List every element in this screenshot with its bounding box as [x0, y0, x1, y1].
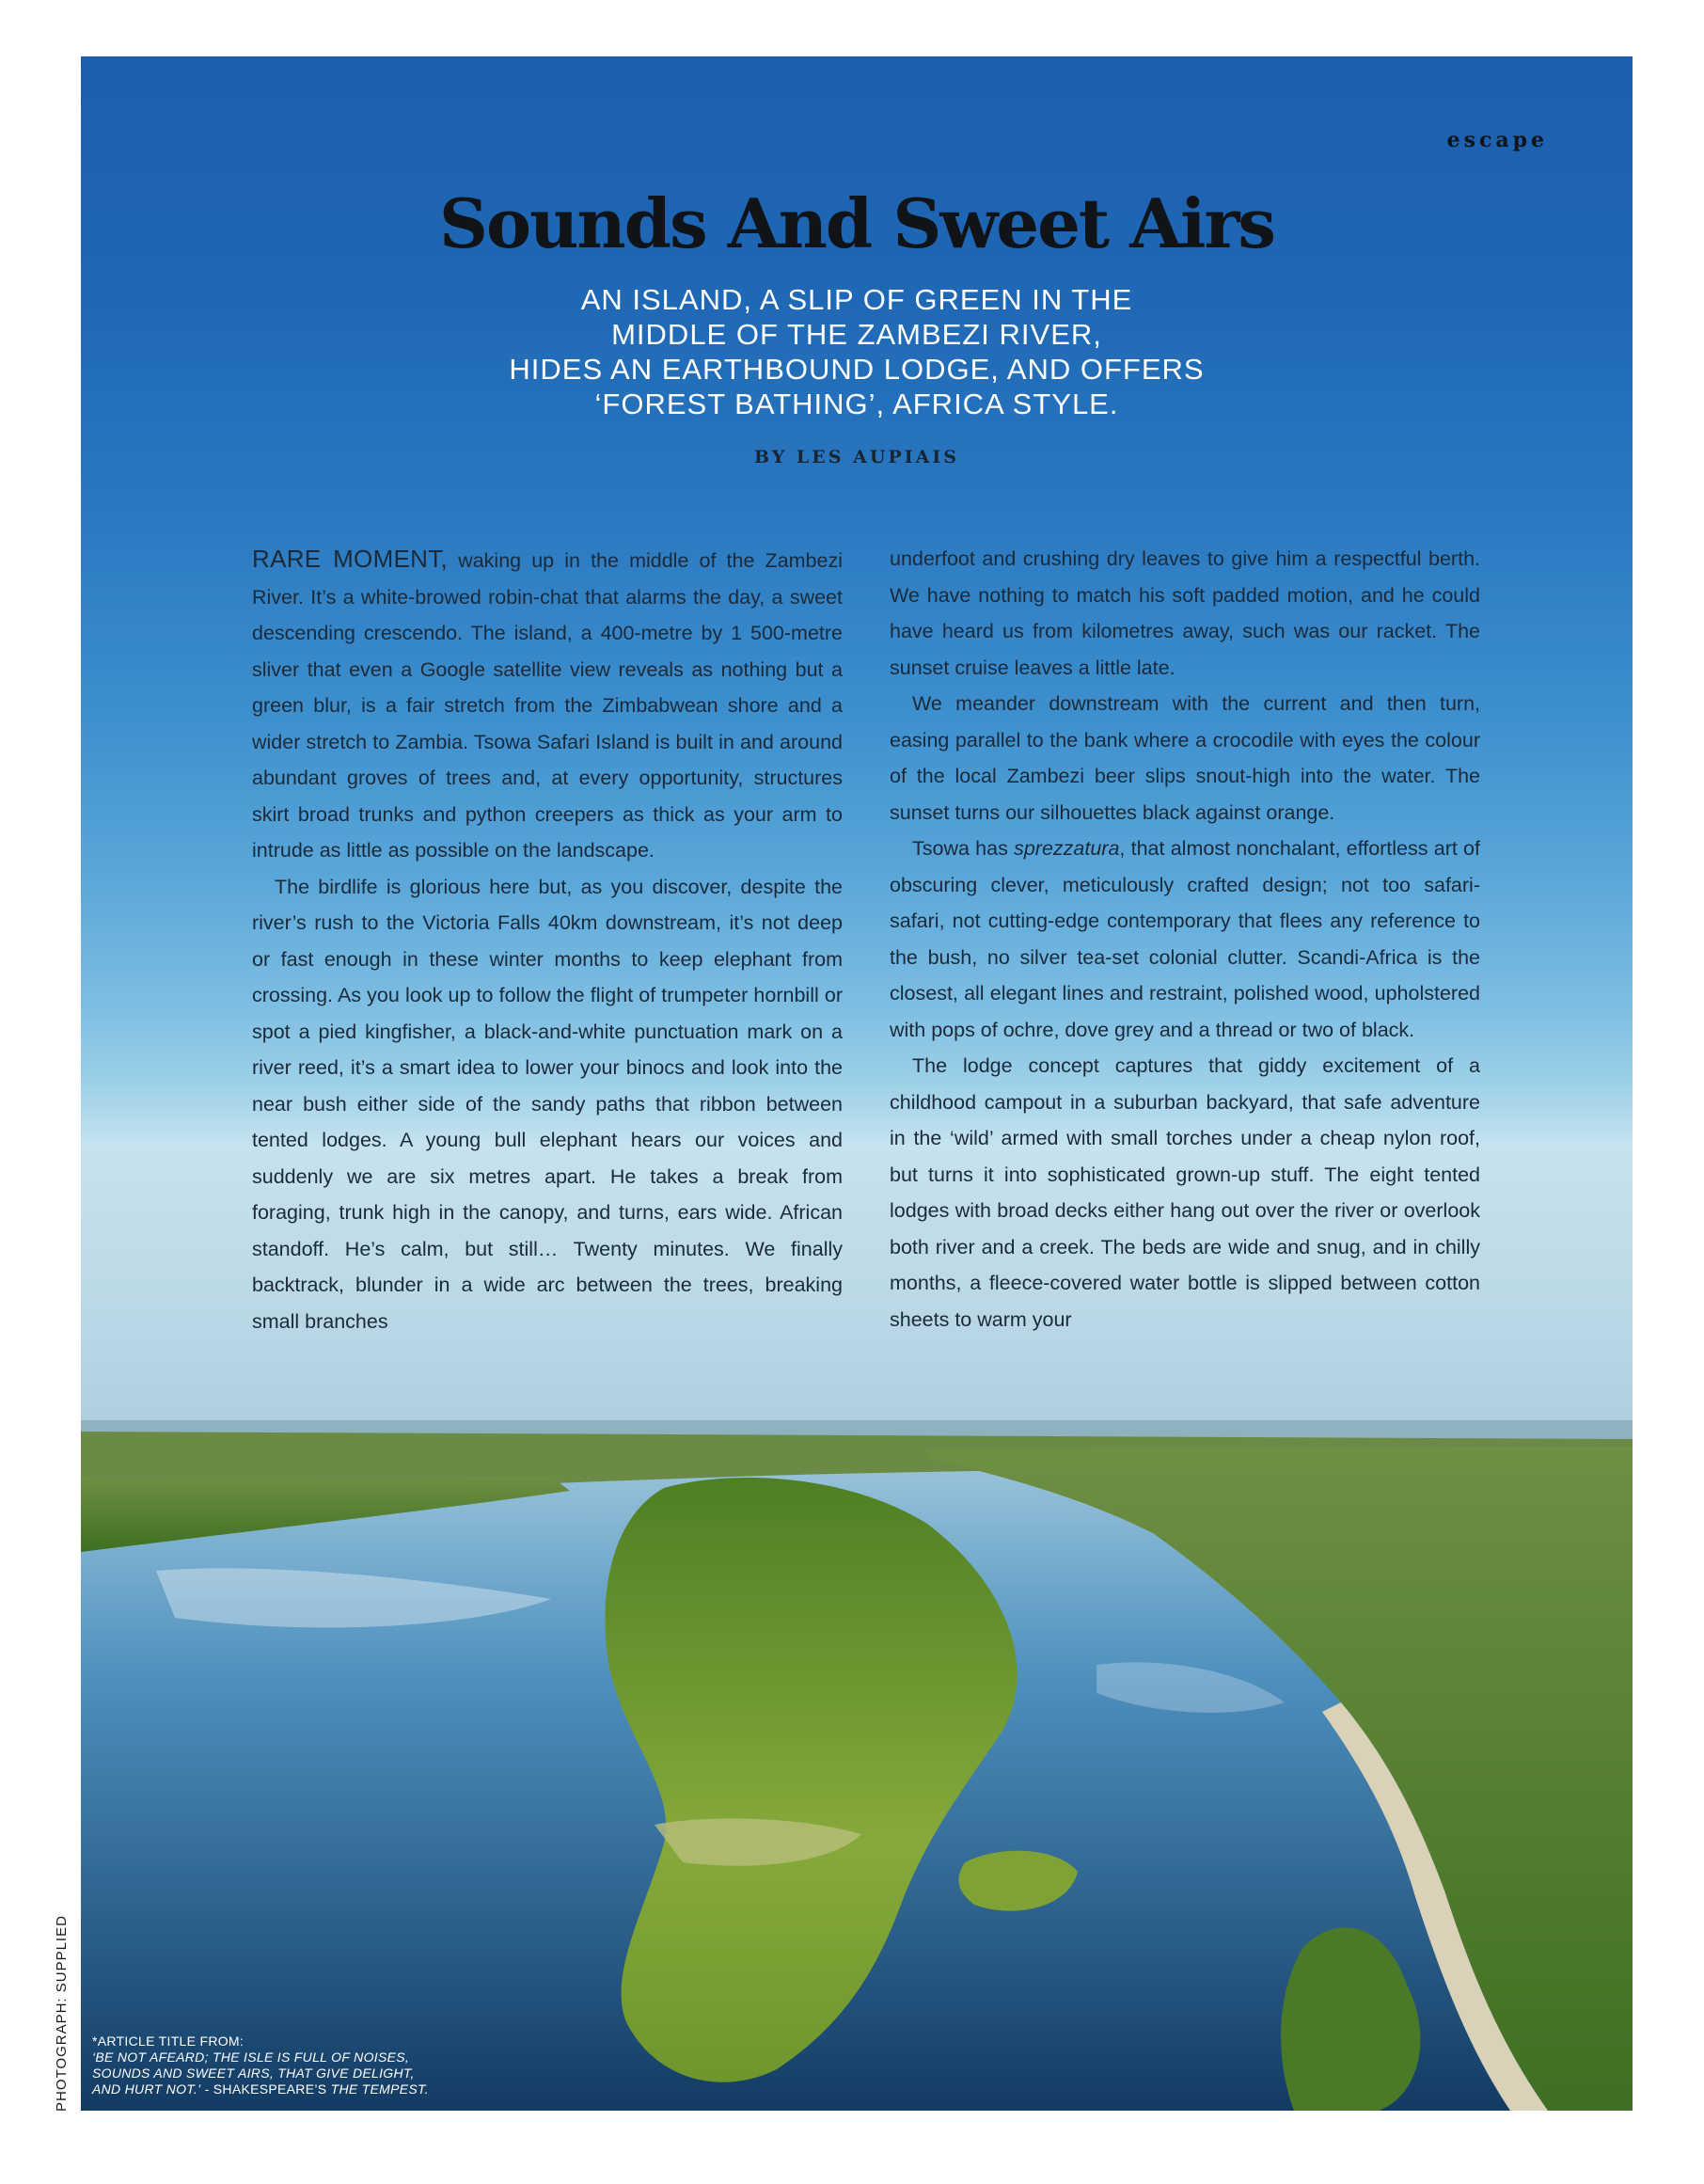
paragraph-text: , that almost nonchalant, effortless art of obscuring clever, meticulously crafted design; not too safari-safari, not cutting-edge contemporary that flees any reference to the bush, no silver tea-set colonial clutter. Scandi-Africa is the closest, all elegant lines and restraint, polished wood, upholstered with pops of ochre, dove grey and a thread or two of black.	[890, 837, 1480, 1041]
photo-credit: PHOTOGRAPH: SUPPLIED	[54, 1915, 70, 2112]
body-paragraph: We meander downstream with the current and then turn, easing parallel to the bank where a crocodile with eyes the colour of the local Zambezi beer slips snout-high into the water. The sunset turns our silhouettes black against orange.	[890, 692, 1480, 824]
footnote-line: *ARTICLE TITLE FROM:	[92, 2034, 245, 2049]
footnote-line: SOUNDS AND SWEET AIRS, THAT GIVE DELIGHT,	[92, 2065, 415, 2081]
standfirst-line: HIDES AN EARTHBOUND LODGE, AND OFFERS	[509, 353, 1205, 386]
body-paragraph: The birdlife is glorious here but, as you discover, despite the river’s rush to the Victoria Falls 40km downstream, it’s not deep or fast enough in these winter months to keep elephant from crossing. As you look up to follow the flight of trumpeter hornbill or spot a pied kingfisher, a black-and-white punctuation mark on a river reed, it’s a smart idea to lower your binocs and look into the near bush either side of the sandy paths that ribbon between tented lodges. A young bull elephant hears our voices and suddenly we are six metres apart. He takes a break from foraging, trunk high in the canopy, and turns, ears wide. African standoff. He’s calm, but still… Twenty minutes. We finally backtrack, blunder in a wide arc between the trees, breaking small branches	[252, 875, 843, 1333]
hero-spread	[81, 56, 1633, 2111]
lead-in: RARE MOMENT,	[252, 545, 449, 573]
zambezi-aerial-photo	[81, 1420, 1633, 2111]
body-paragraph	[252, 541, 843, 869]
body-paragraph	[890, 831, 1480, 1048]
footnote-line: ‘BE NOT AFEARD; THE ISLE IS FULL OF NOISES,	[92, 2049, 410, 2065]
standfirst	[387, 282, 1327, 421]
standfirst-line: MIDDLE OF THE ZAMBEZI RIVER,	[611, 318, 1102, 351]
paragraph-text: Tsowa has	[912, 837, 1015, 860]
body-paragraph: The lodge concept captures that giddy excitement of a childhood campout in a suburban backyard, that safe adventure in the ‘wild’ armed with small torches under a cheap nylon roof, but turns it into sophisticated grown-up stuff. The eight tented lodges with broad decks either hang out over the river or overlook both river and a creek. The beds are wide and snug, and in chilly months, a fleece-covered water bottle is slipped between cotton sheets to warm your	[890, 1054, 1480, 1331]
paragraph-text: waking up in the middle of the Zambezi River. It’s a white-browed robin-chat that alarms the day, a sweet descending crescendo. The island, a 400-metre by 1 500-metre sliver that even a Google satellite view reveals as nothing but a green blur, is a fair stretch from the Zimbabwean shore and a wider stretch to Zambia. Tsowa Safari Island is built in and around abundant groves of trees and, at every opportunity, structures skirt broad trunks and python creepers as thick as your arm to intrude as little as possible on the landscape.	[252, 549, 843, 862]
footnote-attribution: - SHAKESPEARE’S	[200, 2081, 331, 2097]
section-tag: escape	[1446, 128, 1548, 152]
body-column-right	[890, 541, 1480, 1378]
standfirst-line: ‘FOREST BATHING’, AFRICA STYLE.	[594, 388, 1119, 420]
footnote-line	[92, 2081, 429, 2097]
body-column-left	[252, 541, 843, 1378]
article-headline: Sounds And Sweet Airs	[439, 183, 1274, 263]
standfirst-line: AN ISLAND, A SLIP OF GREEN IN THE	[580, 283, 1133, 316]
footnote-play-title: THE TEMPEST.	[330, 2081, 429, 2097]
body-paragraph: underfoot and crushing dry leaves to give him a respectful berth. We have nothing to match his soft padded motion, and he could have heard us from kilometres away, such was our racket. The sunset cruise leaves a little late.	[890, 547, 1480, 679]
title-footnote	[92, 2034, 429, 2097]
italic-term: sprezzatura	[1014, 837, 1120, 860]
byline: BY LES AUPIAIS	[754, 447, 959, 467]
footnote-quote-end: AND HURT NOT.’	[92, 2081, 201, 2097]
